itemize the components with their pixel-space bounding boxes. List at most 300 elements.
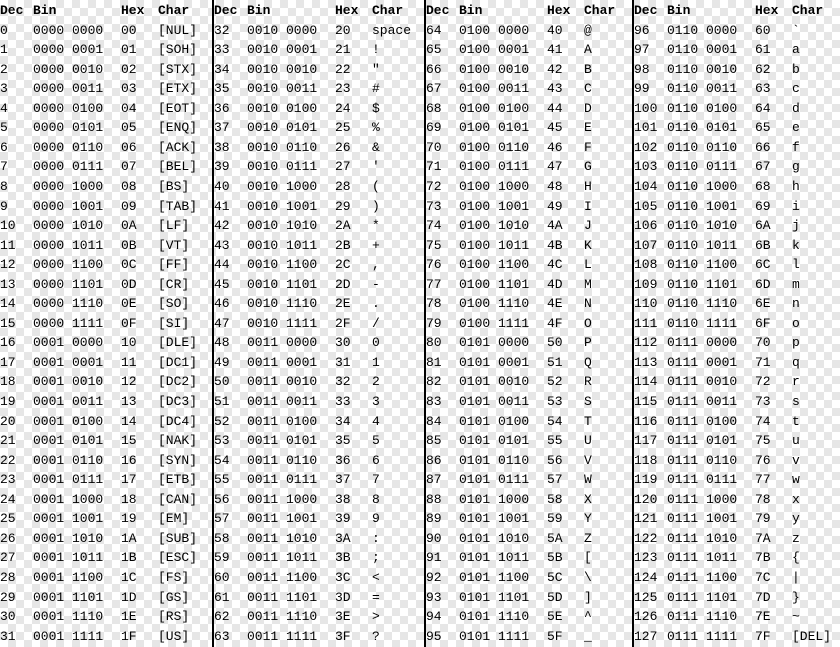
hex-value: 4D: [547, 276, 563, 292]
table-row: [0, 372, 210, 391]
header-row: [634, 1, 840, 20]
char-value: ^: [584, 609, 592, 625]
hex-value: 6A: [755, 218, 771, 234]
table-row: [0, 451, 210, 470]
bin-value: 0010 1010: [247, 218, 318, 234]
table-row: [634, 548, 840, 567]
bin-value: 0100 1111: [459, 315, 530, 331]
char-value: Z: [584, 530, 592, 546]
header-dec: Dec: [426, 3, 450, 18]
table-row: [426, 372, 632, 391]
table-row: [426, 138, 632, 157]
table-row: [214, 314, 424, 333]
dec-value: 68: [426, 100, 442, 116]
bin-value: 0100 1100: [459, 257, 530, 273]
char-value: P: [584, 335, 592, 351]
hex-value: 68: [755, 178, 771, 194]
bin-value: 0100 0010: [459, 61, 530, 77]
char-value: |: [792, 569, 800, 585]
table-row: [634, 294, 840, 313]
table-row: [214, 607, 424, 626]
hex-value: 77: [755, 472, 771, 488]
hex-value: 2D: [335, 276, 351, 292]
char-value: ': [372, 159, 380, 175]
dec-value: 124: [634, 569, 658, 585]
hex-value: 13: [121, 394, 137, 409]
hex-value: 15: [121, 433, 137, 449]
hex-value: 3B: [335, 550, 351, 566]
char-value: [NUL]: [158, 22, 198, 38]
bin-value: 0011 1100: [247, 569, 318, 585]
hex-value: 6B: [755, 237, 771, 253]
table-row: [426, 412, 632, 431]
table-row: [0, 588, 210, 607]
bin-value: 0110 0000: [667, 22, 738, 38]
char-value: x: [792, 491, 800, 507]
table-row: [0, 118, 210, 137]
hex-value: 6D: [755, 276, 771, 292]
dec-value: 109: [634, 276, 658, 292]
bin-value: 0010 1100: [247, 257, 318, 273]
char-value: /: [372, 315, 380, 331]
dec-value: 126: [634, 609, 658, 625]
hex-value: 62: [755, 61, 771, 77]
bin-value: 0001 0000: [33, 335, 104, 351]
char-value: p: [792, 335, 800, 351]
dec-value: 86: [426, 452, 442, 468]
table-row: [426, 157, 632, 176]
dec-value: 63: [214, 628, 230, 644]
char-value: [VT]: [158, 237, 190, 253]
bin-value: 0101 0011: [459, 394, 530, 409]
hex-value: 60: [755, 22, 771, 38]
hex-value: 5D: [547, 589, 563, 605]
bin-value: 0010 0111: [247, 159, 318, 175]
table-row: [634, 490, 840, 509]
dec-value: 19: [0, 394, 16, 409]
char-value: <: [372, 569, 380, 585]
char-value: [ETB]: [158, 472, 198, 488]
table-row: [426, 431, 632, 450]
header-row: [214, 1, 424, 20]
bin-value: 0111 1100: [667, 569, 738, 585]
hex-value: 35: [335, 433, 351, 449]
char-value: j: [792, 218, 800, 234]
hex-value: 5F: [547, 628, 563, 644]
table-row: [0, 138, 210, 157]
table-row: [0, 216, 210, 235]
hex-value: 59: [547, 511, 563, 527]
bin-value: 0100 0110: [459, 139, 530, 155]
hex-value: 53: [547, 394, 563, 409]
bin-value: 0011 0100: [247, 413, 318, 429]
dec-value: 29: [0, 589, 16, 605]
bin-value: 0000 1100: [33, 257, 104, 273]
bin-value: 0000 0010: [33, 61, 104, 77]
bin-value: 0000 0000: [33, 22, 104, 38]
bin-value: 0001 0100: [33, 413, 104, 429]
bin-value: 0100 0101: [459, 120, 530, 136]
table-row: [0, 568, 210, 587]
bin-value: 0000 0101: [33, 120, 104, 136]
dec-value: 57: [214, 511, 230, 527]
table-row: [426, 470, 632, 489]
dec-value: 104: [634, 178, 658, 194]
bin-value: 0110 0101: [667, 120, 738, 136]
dec-value: 35: [214, 81, 230, 97]
dec-value: 61: [214, 589, 230, 605]
hex-value: 79: [755, 511, 771, 527]
char-value: `: [792, 22, 800, 38]
bin-value: 0100 1110: [459, 296, 530, 312]
char-value: [DLE]: [158, 335, 198, 351]
hex-value: 33: [335, 394, 351, 409]
table-row: [214, 216, 424, 235]
char-value: ?: [372, 628, 380, 644]
char-value: w: [792, 472, 800, 488]
table-row: [214, 431, 424, 450]
dec-value: 30: [0, 609, 16, 625]
hex-value: 78: [755, 491, 771, 507]
table-row: [214, 588, 424, 607]
table-row: [214, 529, 424, 548]
char-value: G: [584, 159, 592, 175]
table-block-4: [632, 0, 840, 647]
dec-value: 48: [214, 335, 230, 351]
bin-value: 0111 1001: [667, 511, 738, 527]
table-row: [0, 236, 210, 255]
table-row: [0, 529, 210, 548]
table-row: [634, 431, 840, 450]
char-value: L: [584, 257, 592, 273]
table-row: [634, 99, 840, 118]
hex-value: 0A: [121, 218, 137, 234]
dec-value: 14: [0, 296, 16, 312]
dec-value: 8: [0, 178, 8, 194]
hex-value: 11: [121, 354, 137, 370]
char-value: #: [372, 81, 380, 97]
char-value: {: [792, 550, 800, 566]
dec-value: 118: [634, 452, 658, 468]
dec-value: 108: [634, 257, 658, 273]
char-value: W: [584, 472, 592, 488]
hex-value: 3F: [335, 628, 351, 644]
char-value: b: [792, 61, 800, 77]
hex-value: 00: [121, 22, 137, 38]
hex-value: 08: [121, 178, 137, 194]
char-value: y: [792, 511, 800, 527]
hex-value: 70: [755, 335, 771, 351]
dec-value: 3: [0, 81, 8, 97]
table-row: [0, 627, 210, 646]
table-row: [214, 118, 424, 137]
dec-value: 60: [214, 569, 230, 585]
hex-value: 17: [121, 472, 137, 488]
table-row: [634, 392, 840, 411]
bin-value: 0001 0111: [33, 472, 104, 488]
table-row: [0, 431, 210, 450]
bin-value: 0001 1010: [33, 530, 104, 546]
table-row: [634, 509, 840, 528]
dec-value: 52: [214, 413, 230, 429]
hex-value: 67: [755, 159, 771, 175]
table-row: [634, 627, 840, 646]
char-value: 9: [372, 511, 380, 527]
hex-value: 2E: [335, 296, 351, 312]
table-row: [214, 21, 424, 40]
dec-value: 46: [214, 296, 230, 312]
table-block-1: [0, 0, 210, 647]
bin-value: 0101 1011: [459, 550, 530, 566]
char-value: [DC2]: [158, 374, 198, 390]
dec-value: 23: [0, 472, 16, 488]
dec-value: 49: [214, 354, 230, 370]
header-dec: Dec: [214, 3, 238, 18]
bin-value: 0011 0110: [247, 452, 318, 468]
dec-value: 123: [634, 550, 658, 566]
char-value: _: [584, 628, 592, 644]
table-row: [214, 509, 424, 528]
char-value: [TAB]: [158, 198, 198, 214]
bin-value: 0000 0100: [33, 100, 104, 116]
dec-value: 2: [0, 61, 8, 77]
bin-value: 0111 0111: [667, 472, 738, 488]
hex-value: 34: [335, 413, 351, 429]
hex-value: 4C: [547, 257, 563, 273]
dec-value: 115: [634, 394, 658, 409]
table-row: [0, 157, 210, 176]
dec-value: 17: [0, 354, 16, 370]
dec-value: 10: [0, 218, 16, 234]
hex-value: 58: [547, 491, 563, 507]
table-row: [214, 236, 424, 255]
table-row: [0, 197, 210, 216]
char-value: 1: [372, 354, 380, 370]
dec-value: 59: [214, 550, 230, 566]
char-value: z: [792, 530, 800, 546]
bin-value: 0111 0010: [667, 374, 738, 390]
char-value: [ACK]: [158, 139, 198, 155]
table-row: [426, 99, 632, 118]
bin-value: 0011 0111: [247, 472, 318, 488]
char-value: X: [584, 491, 592, 507]
char-value: [EM]: [158, 511, 190, 527]
table-row: [426, 333, 632, 352]
dec-value: 62: [214, 609, 230, 625]
bin-value: 0101 1000: [459, 491, 530, 507]
hex-value: 4A: [547, 218, 563, 234]
table-row: [0, 275, 210, 294]
dec-value: 11: [0, 237, 16, 253]
char-value: A: [584, 42, 592, 58]
table-row: [0, 412, 210, 431]
table-row: [426, 79, 632, 98]
dec-value: 50: [214, 374, 230, 390]
header-bin: Bin: [33, 3, 57, 18]
dec-value: 119: [634, 472, 658, 488]
table-row: [426, 40, 632, 59]
dec-value: 67: [426, 81, 442, 97]
table-row: [426, 60, 632, 79]
table-row: [426, 392, 632, 411]
dec-value: 58: [214, 530, 230, 546]
table-row: [634, 177, 840, 196]
table-row: [426, 255, 632, 274]
char-value: t: [792, 413, 800, 429]
hex-value: 07: [121, 159, 137, 175]
bin-value: 0101 0100: [459, 413, 530, 429]
char-value: 3: [372, 394, 380, 409]
dec-value: 44: [214, 257, 230, 273]
hex-value: 5E: [547, 609, 563, 625]
hex-value: 28: [335, 178, 351, 194]
header-row: [426, 1, 632, 20]
hex-value: 3C: [335, 569, 351, 585]
table-row: [634, 21, 840, 40]
dec-value: 32: [214, 22, 230, 38]
char-value: !: [372, 42, 380, 58]
table-row: [634, 607, 840, 626]
header-bin: Bin: [459, 3, 483, 18]
char-value: ,: [372, 257, 380, 273]
bin-value: 0011 1111: [247, 628, 318, 644]
hex-value: 3D: [335, 589, 351, 605]
hex-value: 4B: [547, 237, 563, 253]
table-row: [214, 490, 424, 509]
dec-value: 127: [634, 628, 658, 644]
bin-value: 0100 1101: [459, 276, 530, 292]
char-value: [LF]: [158, 218, 190, 234]
table-row: [634, 451, 840, 470]
char-value: u: [792, 433, 800, 449]
char-value: O: [584, 315, 592, 331]
dec-value: 107: [634, 237, 658, 253]
char-value: [FF]: [158, 257, 190, 273]
hex-value: 64: [755, 100, 771, 116]
dec-value: 5: [0, 120, 8, 136]
hex-value: 7B: [755, 550, 771, 566]
hex-value: 49: [547, 198, 563, 214]
dec-value: 91: [426, 550, 442, 566]
hex-value: 52: [547, 374, 563, 390]
bin-value: 0010 0100: [247, 100, 318, 116]
bin-value: 0101 1101: [459, 589, 530, 605]
hex-value: 0C: [121, 257, 137, 273]
dec-value: 113: [634, 354, 658, 370]
bin-value: 0100 0111: [459, 159, 530, 175]
bin-value: 0110 0110: [667, 139, 738, 155]
char-value: ;: [372, 550, 380, 566]
hex-value: 41: [547, 42, 563, 58]
bin-value: 0000 1001: [33, 198, 104, 214]
char-value: [SUB]: [158, 530, 198, 546]
hex-value: 74: [755, 413, 771, 429]
table-row: [214, 99, 424, 118]
dec-value: 4: [0, 100, 8, 116]
table-row: [426, 529, 632, 548]
bin-value: 0101 0101: [459, 433, 530, 449]
bin-value: 0111 1111: [667, 628, 738, 644]
bin-value: 0001 1100: [33, 569, 104, 585]
dec-value: 78: [426, 296, 442, 312]
table-row: [214, 568, 424, 587]
hex-value: 43: [547, 81, 563, 97]
dec-value: 95: [426, 628, 442, 644]
dec-value: 9: [0, 198, 8, 214]
table-row: [634, 372, 840, 391]
hex-value: 19: [121, 511, 137, 527]
table-row: [214, 333, 424, 352]
bin-value: 0100 0100: [459, 100, 530, 116]
hex-value: 39: [335, 511, 351, 527]
table-row: [634, 470, 840, 489]
dec-value: 37: [214, 120, 230, 136]
dec-value: 100: [634, 100, 658, 116]
dec-value: 111: [634, 315, 658, 331]
bin-value: 0000 1101: [33, 276, 104, 292]
table-row: [634, 314, 840, 333]
table-row: [634, 60, 840, 79]
table-row: [634, 275, 840, 294]
char-value: [SO]: [158, 296, 190, 312]
char-value: [STX]: [158, 61, 198, 77]
bin-value: 0111 1011: [667, 550, 738, 566]
dec-value: 18: [0, 374, 16, 390]
dec-value: 117: [634, 433, 658, 449]
dec-value: 89: [426, 511, 442, 527]
bin-value: 0100 0001: [459, 42, 530, 58]
table-row: [214, 412, 424, 431]
bin-value: 0011 0010: [247, 374, 318, 390]
bin-value: 0111 1010: [667, 530, 738, 546]
table-row: [0, 333, 210, 352]
char-value: [FS]: [158, 569, 190, 585]
char-value: [CAN]: [158, 491, 198, 507]
hex-value: 47: [547, 159, 563, 175]
hex-value: 76: [755, 452, 771, 468]
hex-value: 03: [121, 81, 137, 97]
dec-value: 1: [0, 42, 8, 58]
hex-value: 37: [335, 472, 351, 488]
dec-value: 54: [214, 452, 230, 468]
bin-value: 0010 0000: [247, 22, 318, 38]
bin-value: 0011 1011: [247, 550, 318, 566]
char-value: [ENQ]: [158, 120, 198, 136]
header-hex: Hex: [335, 3, 359, 18]
hex-value: 2B: [335, 237, 351, 253]
dec-value: 92: [426, 569, 442, 585]
char-value: ": [372, 61, 380, 77]
char-value: ]: [584, 589, 592, 605]
char-value: a: [792, 42, 800, 58]
table-row: [0, 607, 210, 626]
bin-value: 0101 0010: [459, 374, 530, 390]
char-value: Q: [584, 354, 592, 370]
dec-value: 80: [426, 335, 442, 351]
char-value: %: [372, 120, 380, 136]
dec-value: 87: [426, 472, 442, 488]
table-row: [214, 60, 424, 79]
char-value: F: [584, 139, 592, 155]
char-value: B: [584, 61, 592, 77]
char-value: h: [792, 178, 800, 194]
bin-value: 0010 1011: [247, 237, 318, 253]
hex-value: 48: [547, 178, 563, 194]
dec-value: 20: [0, 413, 16, 429]
char-value: [SOH]: [158, 42, 198, 58]
hex-value: 55: [547, 433, 563, 449]
char-value: [RS]: [158, 609, 190, 625]
